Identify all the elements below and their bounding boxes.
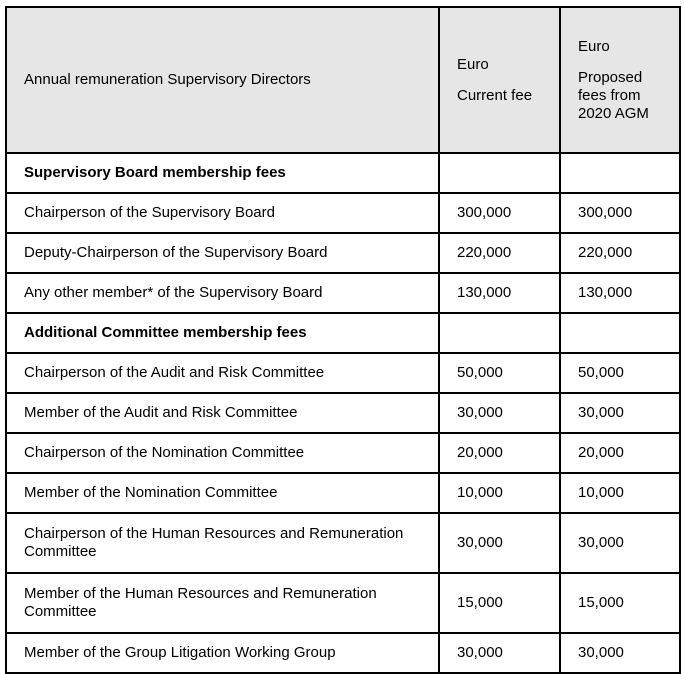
row-current-fee: 50,000 [439, 353, 560, 393]
header-current-currency: Euro [457, 55, 489, 73]
header-current-fee [439, 7, 560, 153]
row-current-fee: 30,000 [439, 513, 560, 573]
header-proposed-fee [560, 7, 680, 153]
table-row [6, 573, 680, 633]
row-label: Chairperson of the Human Resources and Remuneration Committee [6, 513, 439, 573]
remuneration-table [5, 6, 681, 674]
row-current-fee [439, 313, 560, 353]
row-proposed-fee: 300,000 [560, 193, 680, 233]
row-current-fee: 20,000 [439, 433, 560, 473]
row-label: Chairperson of the Nomination Committee [6, 433, 439, 473]
row-label: Chairperson of the Audit and Risk Committee [6, 353, 439, 393]
row-proposed-fee: 50,000 [560, 353, 680, 393]
row-proposed-fee: 30,000 [560, 513, 680, 573]
row-proposed-fee: 30,000 [560, 393, 680, 433]
row-label: Member of the Group Litigation Working Group [6, 633, 439, 673]
table-row [6, 353, 680, 393]
row-current-fee: 15,000 [439, 573, 560, 633]
table-row [6, 433, 680, 473]
table-row [6, 233, 680, 273]
table-row [6, 193, 680, 233]
row-label: Additional Committee membership fees [6, 313, 439, 353]
row-proposed-fee: 220,000 [560, 233, 680, 273]
header-proposed-currency: Euro [578, 37, 610, 55]
row-current-fee: 300,000 [439, 193, 560, 233]
table-row [6, 513, 680, 573]
row-label: Deputy-Chairperson of the Supervisory Board [6, 233, 439, 273]
header-row [6, 7, 680, 153]
row-proposed-fee: 130,000 [560, 273, 680, 313]
row-proposed-fee: 30,000 [560, 633, 680, 673]
row-current-fee: 220,000 [439, 233, 560, 273]
row-current-fee [439, 153, 560, 193]
table-row [6, 273, 680, 313]
row-label: Member of the Human Resources and Remuneration Committee [6, 573, 439, 633]
section-row [6, 153, 680, 193]
section-row [6, 313, 680, 353]
header-label: Annual remuneration Supervisory Directors [6, 7, 439, 153]
row-label: Supervisory Board membership fees [6, 153, 439, 193]
table-row [6, 473, 680, 513]
row-proposed-fee [560, 153, 680, 193]
table-row [6, 633, 680, 673]
table-row [6, 393, 680, 433]
row-current-fee: 30,000 [439, 633, 560, 673]
header-current-label: Current fee [457, 86, 533, 104]
row-proposed-fee: 20,000 [560, 433, 680, 473]
row-current-fee: 10,000 [439, 473, 560, 513]
row-proposed-fee: 10,000 [560, 473, 680, 513]
row-label: Chairperson of the Supervisory Board [6, 193, 439, 233]
row-label: Member of the Audit and Risk Committee [6, 393, 439, 433]
row-current-fee: 130,000 [439, 273, 560, 313]
row-label: Member of the Nomination Committee [6, 473, 439, 513]
row-proposed-fee: 15,000 [560, 573, 680, 633]
row-current-fee: 30,000 [439, 393, 560, 433]
row-proposed-fee [560, 313, 680, 353]
header-proposed-label: Proposed fees from 2020 AGM [578, 68, 649, 122]
row-label: Any other member* of the Supervisory Board [6, 273, 439, 313]
